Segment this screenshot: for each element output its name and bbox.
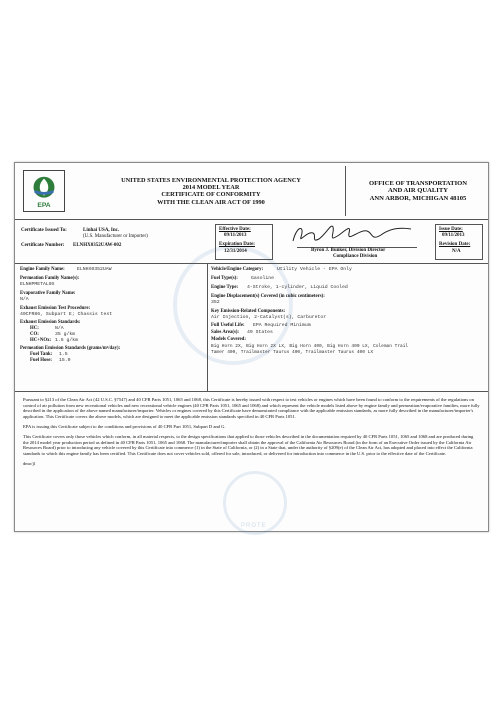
permeation-standards-label: Permeation Emission Standards (grams/m²/day): [20,346,121,351]
displacement-value: 352 [211,300,220,305]
engine-family-label: Engine Family Name: [20,267,65,272]
epa-logo-text: EPA [37,202,51,210]
office-line-3: ANN ARBOR, MICHIGAN 48105 [369,194,467,202]
useful-life-value: EPA Required Minimum [253,323,311,328]
sales-area-label: Sales Area(s): [211,330,240,335]
certificate-page [14,162,489,532]
agency-name: UNITED STATES ENVIRONMENTAL PROTECTION AGENCY [121,177,301,184]
engine-family-value: ELNHX0352UAW [77,267,112,272]
test-procedure-label: Exhaust Emission Test Procedure: [20,306,91,311]
cert-number-label: Certificate Number: [21,243,65,248]
co-label: CO: [30,332,39,337]
fuel-tank-value: 1.5 [59,352,68,357]
useful-life-label: Full Useful Life: [211,323,245,328]
director-signature [287,221,417,247]
components-label: Key Emission-Related Components: [211,309,286,314]
issuance-section [15,219,488,264]
co-value: 35 g/km [55,332,76,337]
effective-date-label: Effective Date: [219,227,251,232]
epa-logo [23,170,65,212]
sales-area-value: 49 States [247,330,273,335]
fuel-hose-label: Fuel Hose: [30,358,52,363]
initials: dmo/jl [23,460,35,466]
revision-date-label: Revision Date: [439,242,471,247]
office-line-1: OFFICE OF TRANSPORTATION [368,180,468,187]
issued-to-value: Linhai USA, Inc. [83,228,120,233]
engine-type-value: 4-Stroke, 1-cylinder, Liquid Cooled [247,285,348,290]
permeation-family-label: Permeation Family Name(s): [20,276,80,281]
engine-type-label: Engine Type: [211,285,239,290]
hc-value: N/A [55,326,64,331]
emission-standards-label: Exhaust Emission Standards: [20,320,81,325]
fuel-type-value: Gasoline [251,276,275,281]
fuel-type-label: Fuel Type(s): [211,276,238,281]
agency-heading [77,177,345,206]
evaporative-family-value: N/A [20,297,29,302]
fuel-hose-value: 15.0 [59,358,71,363]
expiration-date-value: 12/31/2014 [224,249,247,254]
certificate-title: CERTIFICATE OF CONFORMITY [161,191,261,199]
permeation-family-value: ELNHPMETAL0X [20,282,55,287]
body-paragraph-3: This Certificate covers only those vehicles which conform, in all material respects, to the design specifications that applied to those vehicles described in the documentation required by 40 CFR Parts 1051, 1065 and 1068 and are produced during the 2014 model year production period as defined in 40 CFR Parts 1051, 1065 and 1068. The manufacturer/importer shall obtain the approval of the California Air Resources Board (in the form of an Executive Order issued by the California Air Resources Board) prior to introducing any vehicle covered by this Certificate into commerce (1) in the State of California, or (2) in a State that, under the authority of §209(e) of the Clean Air Act, has adopted and placed into effect the California standards to which this engine family has been certified. This Certificate does not cover vehicles sold, offered for sale, introduced, or delivered for introduction into commerce in the U.S. prior to the effective date of the Certificate. [23,433,474,456]
hc-label: HC: [30,326,39,331]
test-procedure-value: 40CFR86, Subpart E; Chassis test [20,312,113,317]
model-year: 2014 MODEL YEAR [182,184,240,192]
issued-to-sub: (U.S. Manufacturer or Importer) [83,234,148,239]
evaporative-family-label: Evaporative Family Name: [20,291,76,296]
revision-date-value: N/A [452,249,461,254]
office-heading [349,180,487,202]
certificate-header [15,163,488,220]
displacement-label: Engine Displacement(s) Covered (in cubic centimeters): [211,294,325,299]
models-label: Models Covered: [211,337,246,342]
dates-box [215,224,273,260]
issue-date-value: 09/11/2013 [442,233,465,238]
header-divider [345,166,346,216]
body-paragraph-1: Pursuant to §213 of the Clean Air Act (42 U.S.C. §7547) and 40 CFR Parts 1051, 1065 and 1068, this Certificate is hereby issued with respect to test vehicles or engines which have been found to conform to the requirements of the regulations on control of air pollution from new recreational vehicles and new recreational vehicle engines (40 CFR Parts 1051, 1065 and 1068) and which represent the vehicle models listed above by engine family and permeation/evaporative families, more fully described in the application of the above named manufacturer/importer. Vehicles or engines covered by this Certificate have demonstrated compliance with the applicable emission standards, as more fully described in the manufacturer/importer's application. This Certificate covers the above models, which are designed to meet the applicable emission standards specified in 40 CFR Parts 1051. [23,397,480,419]
clean-air-act: WITH THE CLEAN AIR ACT OF 1990 [157,198,265,206]
models-line-1: Big Horn 2X, Big Horn 2X LX, Big Horn 400, Big Horn 400 LX, Coleman Trail [211,344,409,349]
cert-number-value: ELNHX0352UAW-002 [73,243,122,248]
models-line-2: Tamer 400, Trailmaster Taurus 400, Trailmaster Taurus 400 LX [211,350,374,355]
details-divider [207,263,208,391]
components-value: Air Injection, 2-Catalyst(s), Carburetor [211,315,327,320]
signer-name: Byron J. Bunker, Division Director [311,248,386,253]
epa-logo-graphic [24,171,64,211]
expiration-date-label: Expiration Date: [219,242,255,247]
details-section [15,263,488,392]
office-line-2: AND AIR QUALITY [387,187,449,195]
issue-revision-box [435,224,483,260]
category-value: Utility Vehicle - EPA Only [277,267,352,272]
hcnox-value: 1.5 g/km [55,338,79,343]
issue-date-label: Issue Date: [439,227,463,232]
hcnox-label: HC+NOx: [30,338,52,343]
watermark-text: PROTE [241,523,267,529]
effective-date-value: 09/11/2013 [224,233,247,238]
category-label: Vehicle/Engine Category: [211,267,264,272]
fuel-tank-label: Fuel Tank: [30,352,53,357]
issued-to-label: Certificate Issued To: [21,228,67,233]
body-paragraph-2: EPA is issuing this Certificate subject to the conditions and provisions of 40 CFR Part 1051, Subpart D and G. [23,423,226,429]
signer-division: Compliance Division [333,254,378,259]
certificate-body [23,397,480,471]
